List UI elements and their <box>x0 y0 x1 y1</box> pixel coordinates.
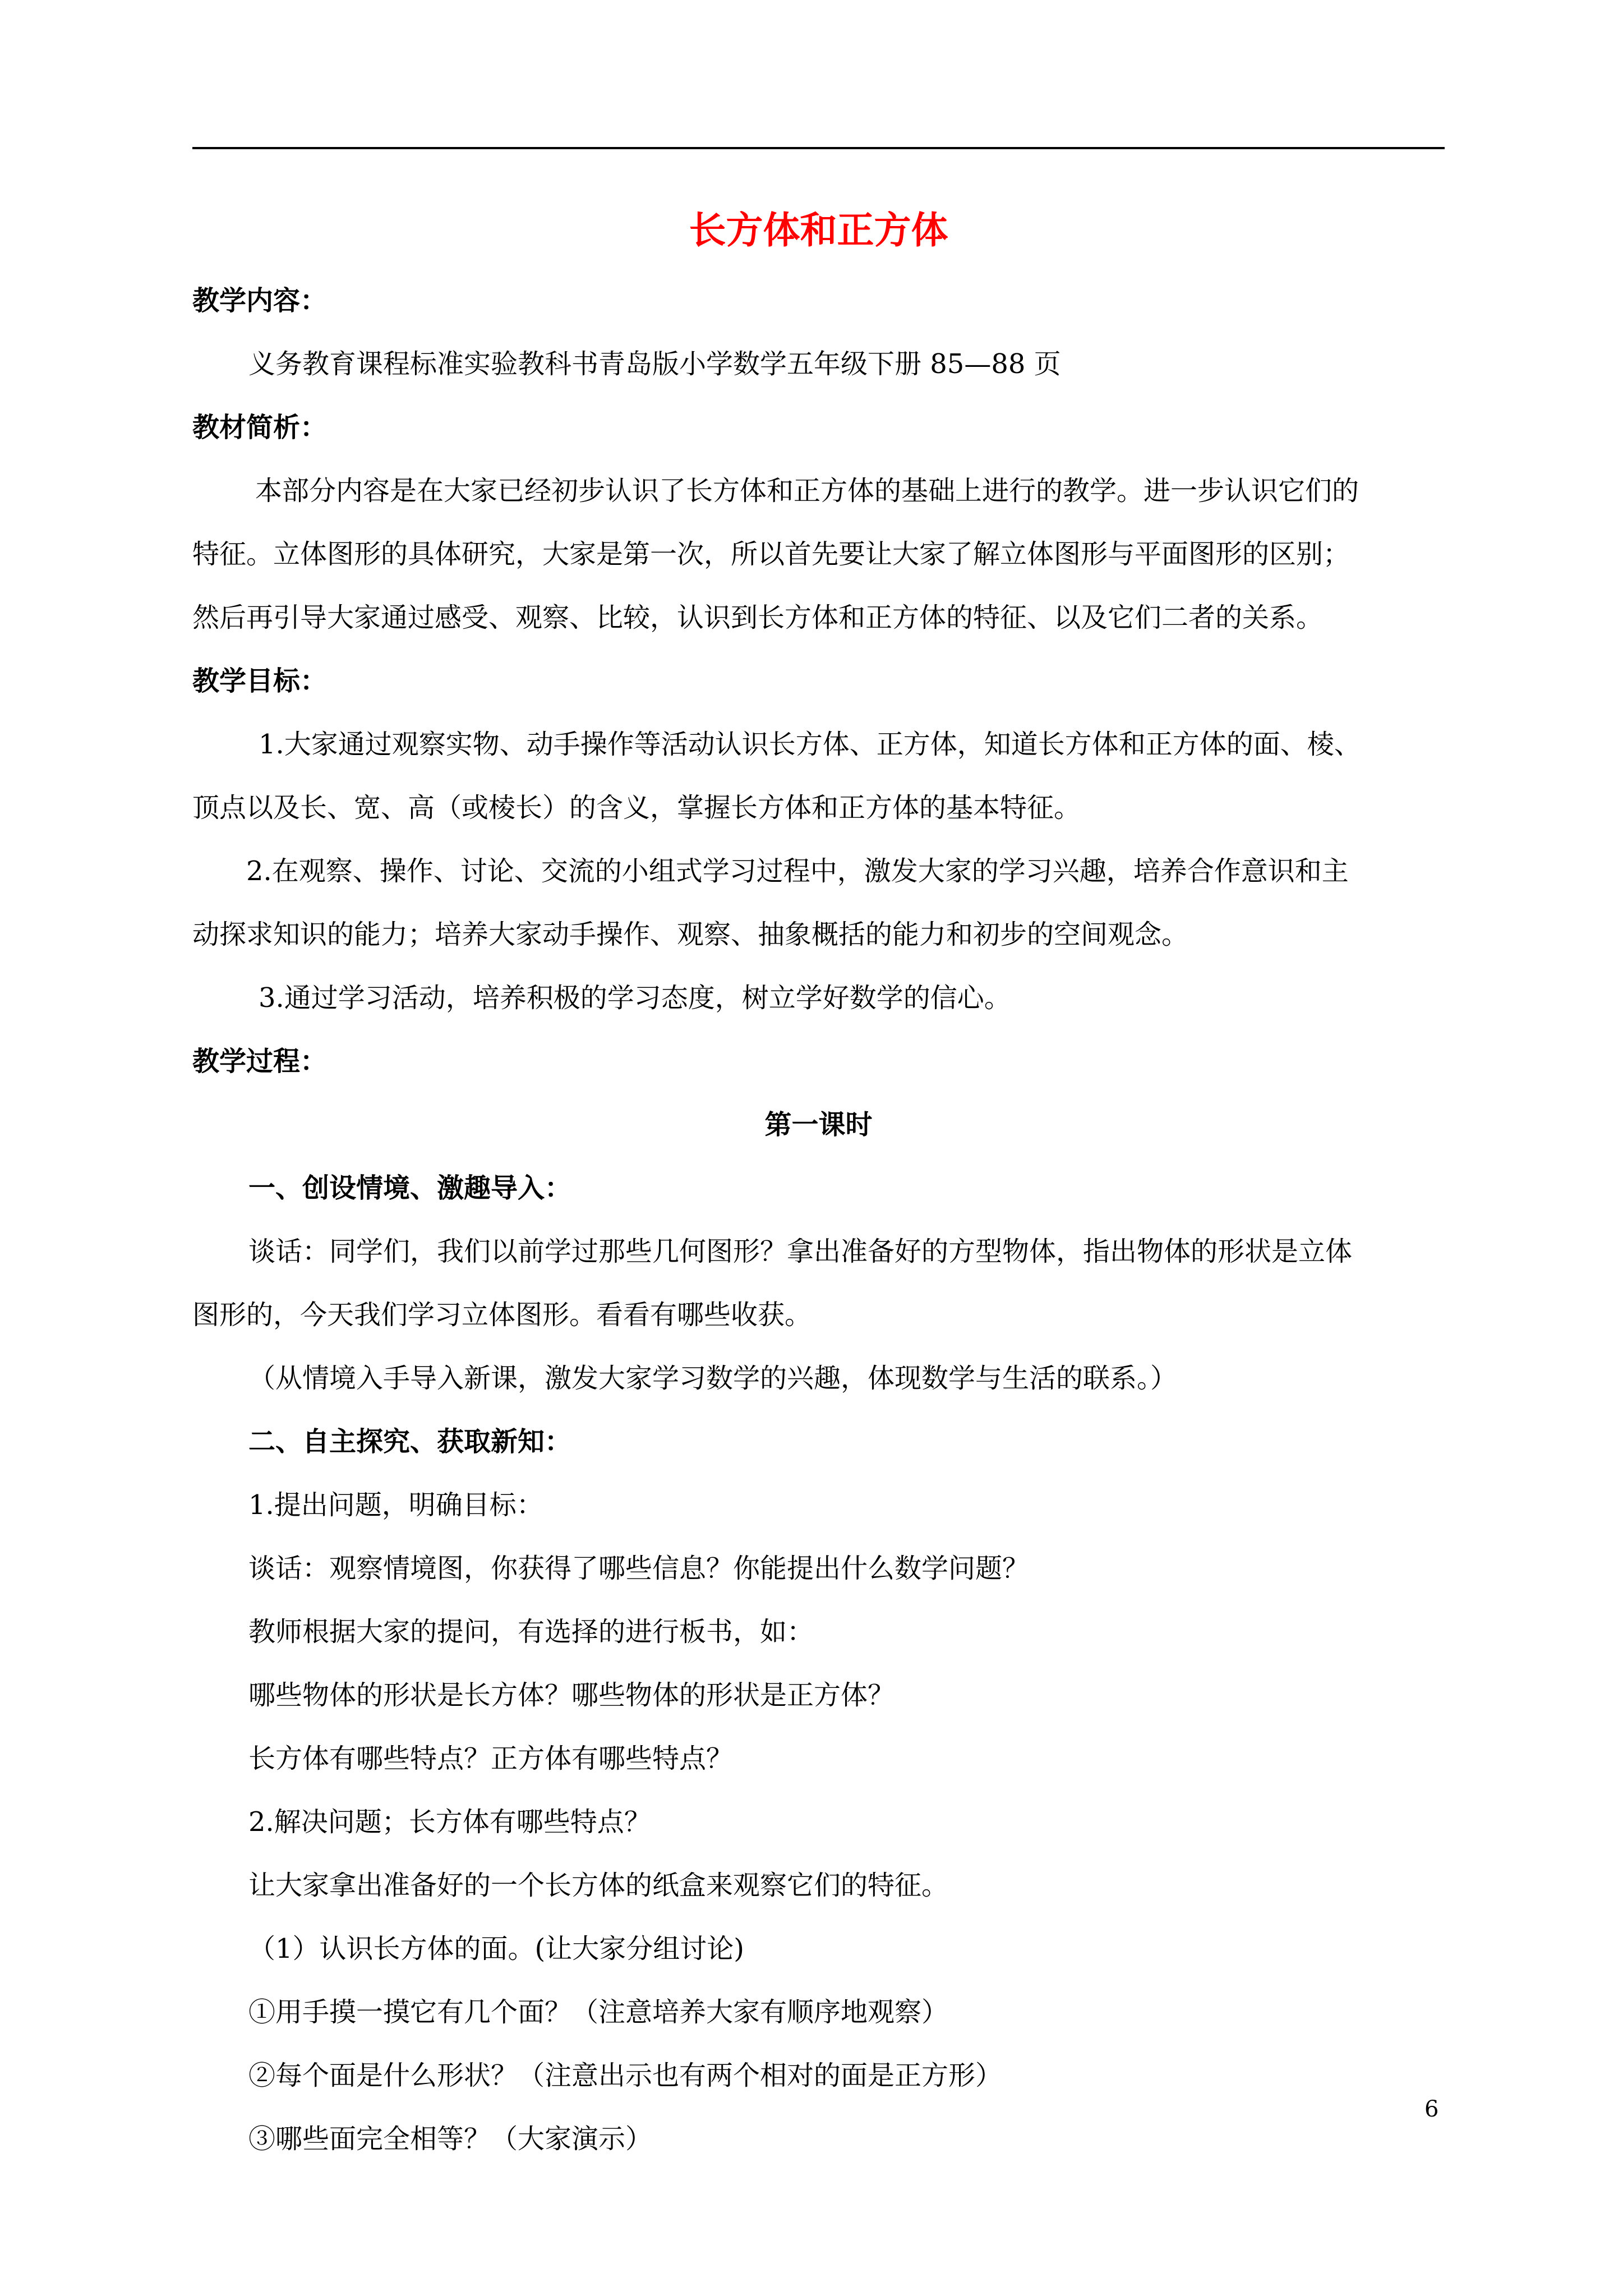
text-line: 谈话：观察情境图，你获得了哪些信息？你能提出什么数学问题？ <box>248 1553 1030 1584</box>
text-line: 教材简析： <box>192 412 328 443</box>
text-line: 教学目标： <box>192 665 328 697</box>
text-line: 本部分内容是在大家已经初步认识了长方体和正方体的基础上进行的教学。进一步认识它们的 <box>255 475 1359 507</box>
text-line: 2.解决问题；长方体有哪些特点？ <box>248 1806 651 1838</box>
text-line: 顶点以及长、宽、高（或棱长）的含义，掌握长方体和正方体的基本特征。 <box>192 792 1081 823</box>
text-line: 第一课时 <box>764 1109 873 1140</box>
text-line: 二、自主探究、获取新知： <box>248 1426 572 1457</box>
text-line: 教师根据大家的提问，有选择的进行板书，如： <box>248 1616 814 1648</box>
header-rule <box>192 147 1445 149</box>
text-line: 2.在观察、操作、讨论、交流的小组式学习过程中，激发大家的学习兴趣，培养合作意识和主 <box>246 855 1349 887</box>
text-line: 让大家拿出准备好的一个长方体的纸盒来观察它们的特征。 <box>248 1870 949 1901</box>
text-line: （1）认识长方体的面。(让大家分组讨论) <box>248 1933 744 1964</box>
text-line: 特征。立体图形的具体研究，大家是第一次，所以首先要让大家了解立体图形与平面图形的区别； <box>192 539 1350 570</box>
text-line: 然后再引导大家通过感受、观察、比较，认识到长方体和正方体的特征、以及它们二者的关系。 <box>192 602 1324 633</box>
text-line: 教学内容： <box>192 285 328 316</box>
text-line: 图形的，今天我们学习立体图形。看看有哪些收获。 <box>192 1299 812 1331</box>
text-line: 长方体有哪些特点？正方体有哪些特点？ <box>248 1743 734 1774</box>
document-title: 长方体和正方体 <box>689 208 948 252</box>
text-line: 3.通过学习活动，培养积极的学习态度，树立学好数学的信心。 <box>259 982 1011 1014</box>
text-line: 1.提出问题，明确目标： <box>248 1489 543 1521</box>
text-line: 义务教育课程标准实验教科书青岛版小学数学五年级下册 85—88 页 <box>248 348 1061 380</box>
text-line: 动探求知识的能力；培养大家动手操作、观察、抽象概括的能力和初步的空间观念。 <box>192 919 1189 950</box>
document-lines <box>192 269 1445 2171</box>
document-body <box>192 202 1445 2171</box>
text-line: （从情境入手导入新课，激发大家学习数学的兴趣，体现数学与生活的联系。） <box>248 1363 1178 1394</box>
text-line: 一、创设情境、激趣导入： <box>248 1172 572 1204</box>
text-line: 哪些物体的形状是长方体？哪些物体的形状是正方体？ <box>248 1680 895 1711</box>
text-line: 教学过程： <box>192 1046 328 1077</box>
page-number: 6 <box>1424 2096 1439 2122</box>
text-line: ③哪些面完全相等？（大家演示） <box>248 2123 653 2155</box>
text-line: 1.大家通过观察实物、动手操作等活动认识长方体、正方体，知道长方体和正方体的面、棱、 <box>259 729 1361 760</box>
text-line: ②每个面是什么形状？（注意出示也有两个相对的面是正方形） <box>248 2060 1003 2091</box>
text-line: 谈话：同学们，我们以前学过那些几何图形？拿出准备好的方型物体，指出物体的形状是立体 <box>248 1236 1353 1267</box>
text-line: ①用手摸一摸它有几个面？（注意培养大家有顺序地观察） <box>248 1996 949 2028</box>
